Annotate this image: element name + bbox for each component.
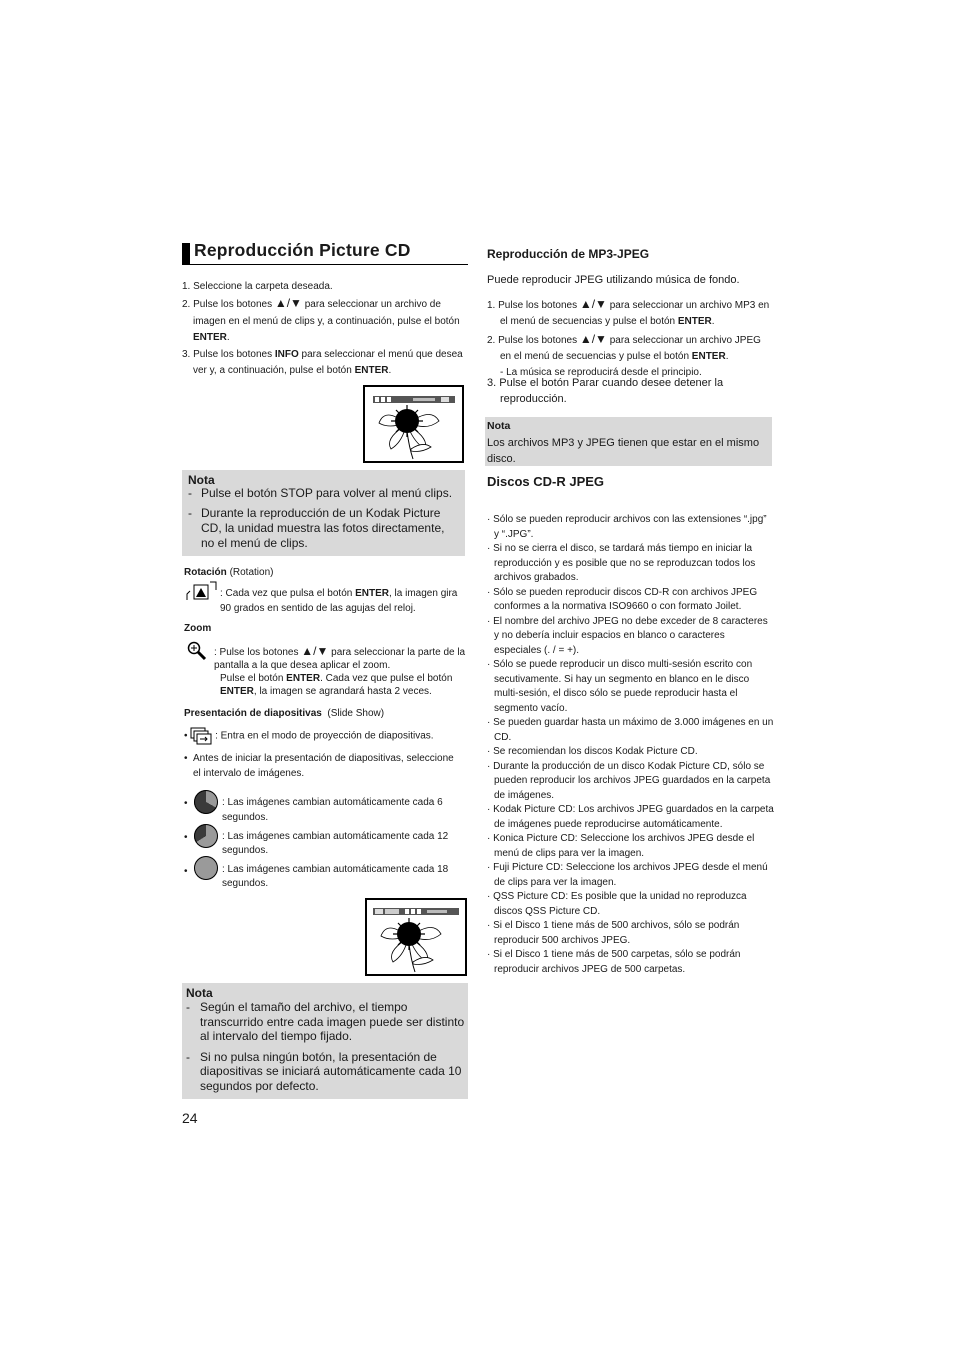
flower-image-2 [365,898,467,976]
note-heading: Nota [186,986,213,1000]
timer-12s-icon[interactable] [194,824,218,848]
timer-18s-icon[interactable] [194,856,218,880]
cdr-item: · Kodak Picture CD: Los archivos JPEG guardados en la carpeta de imágenes puede reproducirse automáticamente. [487,804,774,830]
cdr-item: · Se pueden guardar hasta un máximo de 3.000 imágenes en un CD. [487,717,774,743]
rotation-text: : Cada vez que pulsa el botón ENTER, la imagen gira 90 grados en sentido de las agujas del reloj. [220,588,458,614]
mp3-intro: Puede reproducir JPEG utilizando música de fondo. [487,274,740,286]
flower-illustration [367,900,465,974]
mp3-step-2: 2. Pulse los botones ▲/▼ para seleccionar un archivo JPEG en el menú de secuencias y pulse el botón ENTER. [487,332,761,362]
cdr-list [487,513,774,977]
step-2: 2. Pulse los botones ▲/▼ para seleccionar un archivo de imagen en el menú de clips y, a continuación, pulse el botón ENTER. [182,296,460,343]
zoom-heading: Zoom [184,623,212,634]
interval-18s-text: : Las imágenes cambian automáticamente cada 18 segundos. [222,864,449,889]
cdr-item: · Sólo se pueden reproducir archivos con las extensiones “.jpg” y “.JPG”. [487,514,767,540]
note-list [186,1000,466,1093]
note-item: - Si no pulsa ningún botón, la presentación de diapositivas se iniciará automáticamente cada 10 segundos por defecto. [186,1049,462,1093]
zoom-text: : Pulse los botones ▲/▼ para seleccionar la parte de la pantalla a la que desea aplicar el zoom. Pulse el botón ENTER. Cada vez que pulse el botón ENTER, la imagen se agrandará hasta 2 veces. [214,644,466,697]
cdr-heading: Discos CD-R JPEG [487,474,605,489]
cdr-item: · Si el Disco 1 tiene más de 500 carpetas, sólo se podrán reproducir archivos JPEG de 500 carpetas. [487,949,741,975]
interval-list: • : Las imágenes cambian automáticamente cada 6 segundos. • : Las imágenes cambian automáticamente cada 12 segundos. • : Las imágenes cambian automáticamente cada 18 segundos. [184,790,469,890]
cdr-item: · Konica Picture CD: Seleccione los archivos JPEG desde el menú de clips para ver la imagen. [487,833,755,859]
page-number: 24 [182,1110,198,1126]
interval-12s-text: : Las imágenes cambian automáticamente cada 12 segundos. [222,831,449,856]
zoom-icon [187,641,207,666]
mp3-sub: - La música se reproducirá desde el principio. [500,367,702,378]
slideshow-heading: Presentación de diapositivas (Slide Show) [184,708,385,719]
page-title-block [182,240,468,265]
cdr-item: · Se recomiendan los discos Kodak Picture CD. [487,746,698,757]
steps-list [182,279,472,379]
note-box-right [485,417,772,466]
page-title: Reproducción Picture CD [194,240,411,260]
note-heading: Nota [188,473,215,487]
note-item: - Pulse el botón STOP para volver al menú clips. [188,486,453,500]
cdr-item: · Si no se cierra el disco, se tardará más tiempo en iniciar la reproducción y es posible que no se reproduzcan todos los archivos grabados. [487,543,756,583]
mp3-step-1: 1. Pulse los botones ▲/▼ para seleccionar un archivo MP3 en el menú de secuencias y pulse el botón ENTER. [487,297,770,327]
note-box-2 [182,983,468,1099]
cdr-item: · Sólo se pueden reproducir discos CD-R con archivos JPEG conformes a la normativa ISO9660 o con formato Joilet. [487,586,758,612]
title-marker [182,243,190,265]
cdr-item: · Sólo se puede reproducir un disco multi-sesión escrito con secutivamente. Si hay un segmento en blanco en le disco multi-sesión, el disco sólo se puede reproducir hasta el segmento vacío. [487,659,753,714]
cdr-item: · Si el Disco 1 tiene más de 500 archivos, sólo se podrán reproducir 500 archivos JPEG. [487,920,740,946]
rotation-heading: Rotación (Rotation) [184,567,274,578]
timer-6s-icon[interactable] [194,790,218,814]
step-3: 3. Pulse los botones INFO para seleccionar el menú que desea ver y, a continuación, pulse el botón ENTER. [182,348,463,376]
note-item: - Durante la reproducción de un Kodak Picture CD, la unidad muestra las fotos directamente, no el menú de clips. [188,506,445,550]
note-item: - Según el tamaño del archivo, el tiempo transcurrido entre cada imagen puede ser distinto al intervalo del tiempo fijado. [186,1000,465,1043]
rotate-icon [186,580,218,607]
mp3-steps [487,296,772,381]
cdr-item: · QSS Picture CD: Es posible que la unidad no reproduzca discos QSS Picture CD. [487,891,747,917]
slideshow-icon [190,727,212,745]
step-1: 1. Seleccione la carpeta deseada. [182,281,333,292]
note-heading: Nota [487,420,511,432]
cdr-item: · Fuji Picture CD: Seleccione los archivos JPEG desde el menú de clips para ver la imagen. [487,862,768,888]
cdr-item: · Durante la producción de un disco Kodak Picture CD, sólo se pueden reproducir los archivos JPEG guardados en la carpeta de imágenes. [487,760,771,801]
mp3-heading: Reproducción de MP3-JPEG [487,247,650,261]
interval-6s-text: : Las imágenes cambian automáticamente cada 6 segundos. [222,797,443,823]
flower-illustration [365,387,462,461]
slideshow-before: • Antes de iniciar la presentación de diapositivas, seleccione el intervalo de imágenes. [184,753,454,779]
mp3-step-3: 3. Pulse el botón Parar cuando desee detener la reproducción. [487,377,724,405]
flower-image [363,385,464,463]
note-text: Los archivos MP3 y JPEG tienen que estar en el mismo disco. [487,437,760,465]
note-list [188,486,460,551]
slideshow-enter: • : Entra en el modo de proyección de diapositivas. [184,727,464,745]
cdr-item: · El nombre del archivo JPEG no debe exceder de 8 caracteres y no debería incluir espacios en blanco o caracteres especiales (. / = +). [487,615,768,656]
note-box-1 [182,470,465,556]
